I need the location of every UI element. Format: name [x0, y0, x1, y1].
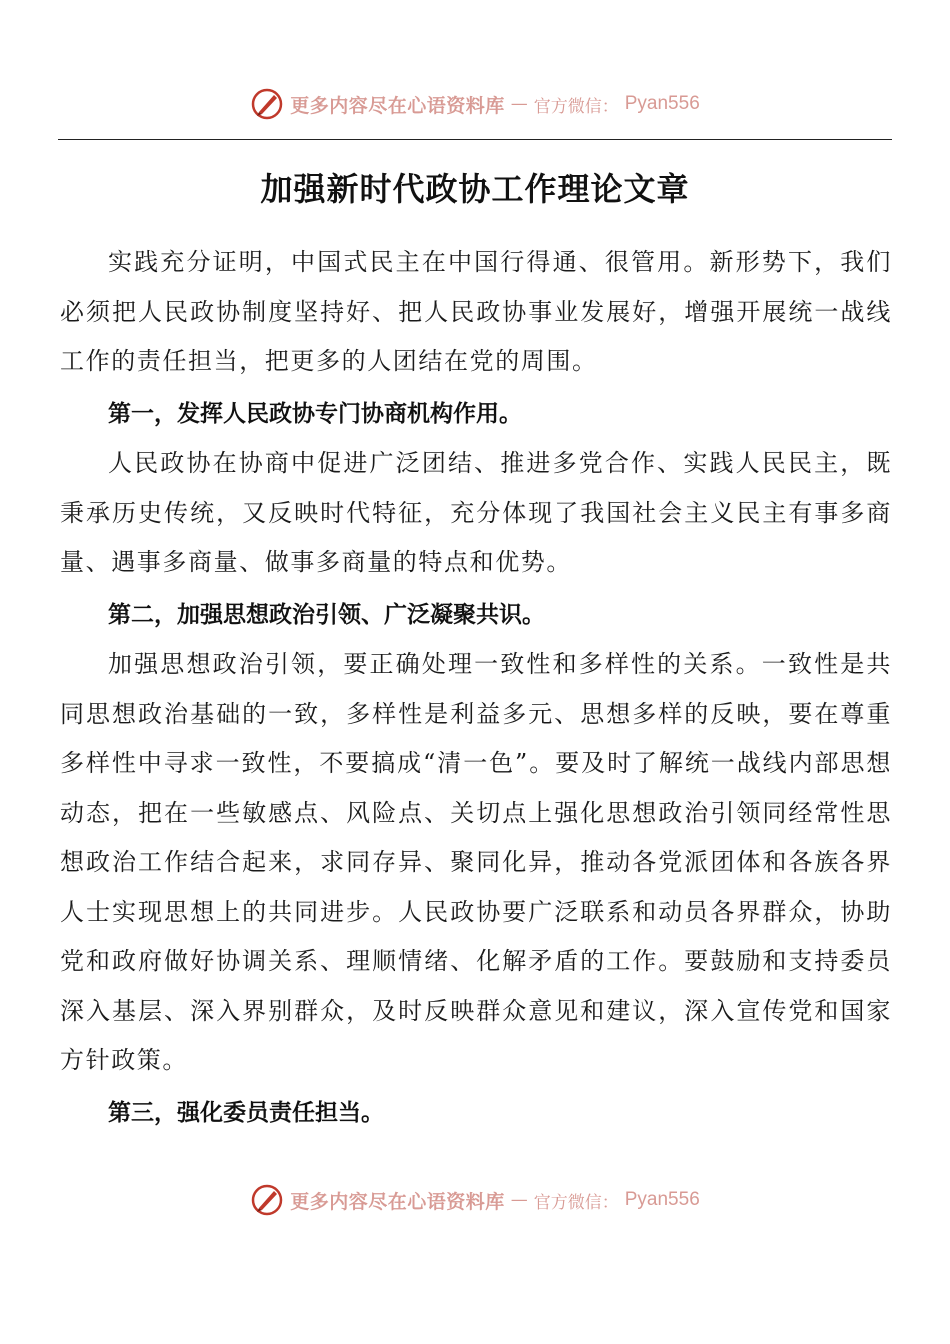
pen-circle-logo-icon: [250, 87, 284, 121]
watermark-text: 更多内容尽在心语资料库: [290, 94, 505, 117]
footer-watermark: [0, 1180, 950, 1220]
watermark-separator: —: [510, 94, 528, 114]
watermark-wechat-id: Pyan556: [624, 93, 700, 114]
section-heading: 第三，强化委员责任担当。: [108, 1099, 384, 1126]
header-watermark: [0, 84, 950, 124]
section-paragraph: 加强思想政治引领，要正确处理一致性和多样性的关系。一致性是共同思想政治基础的一致，多样性是利益多元、思想多样的反映，要在尊重多样性中寻求一致性，不要搞成“清一色”。要及时了解统一战线内部思想动态，把在一些敏感点、风险点、关切点上强化思想政治引领同经常性思想政治工作结合起来，求同存异、聚同化异，推动各党派团体和各族各界人士实现思想上的共同进步。人民政协要广泛联系和动员各界群众，协助党和政府做好协调关系、理顺情绪、化解矛盾的工作。要鼓励和支持委员深入基层、深入界别群众，及时反映群众意见和建议，深入宣传党和国家方针政策。: [60, 650, 892, 1074]
pen-circle-logo-icon: [250, 1183, 284, 1217]
watermark-separator: —: [510, 1190, 528, 1210]
section-heading: 第二，加强思想政治引领、广泛凝聚共识。: [108, 601, 545, 628]
header-divider: [58, 139, 892, 140]
watermark-wechat-id: Pyan556: [624, 1189, 700, 1210]
watermark-label: 官方微信：: [533, 1192, 619, 1213]
watermark-label: 官方微信：: [533, 96, 619, 117]
watermark-text: 更多内容尽在心语资料库: [290, 1190, 505, 1213]
document-title: 加强新时代政协工作理论文章: [260, 170, 690, 208]
document-body: [60, 238, 892, 1138]
section-heading: 第一，发挥人民政协专门协商机构作用。: [108, 400, 522, 427]
section-paragraph: 人民政协在协商中促进广泛团结、推进多党合作、实践人民民主，既秉承历史传统，又反映时代特征，充分体现了我国社会主义民主有事多商量、遇事多商量、做事多商量的特点和优势。: [60, 449, 892, 576]
intro-paragraph: 实践充分证明，中国式民主在中国行得通、很管用。新形势下，我们必须把人民政协制度坚持好、把人民政协事业发展好，增强开展统一战线工作的责任担当，把更多的人团结在党的周围。: [60, 248, 892, 375]
